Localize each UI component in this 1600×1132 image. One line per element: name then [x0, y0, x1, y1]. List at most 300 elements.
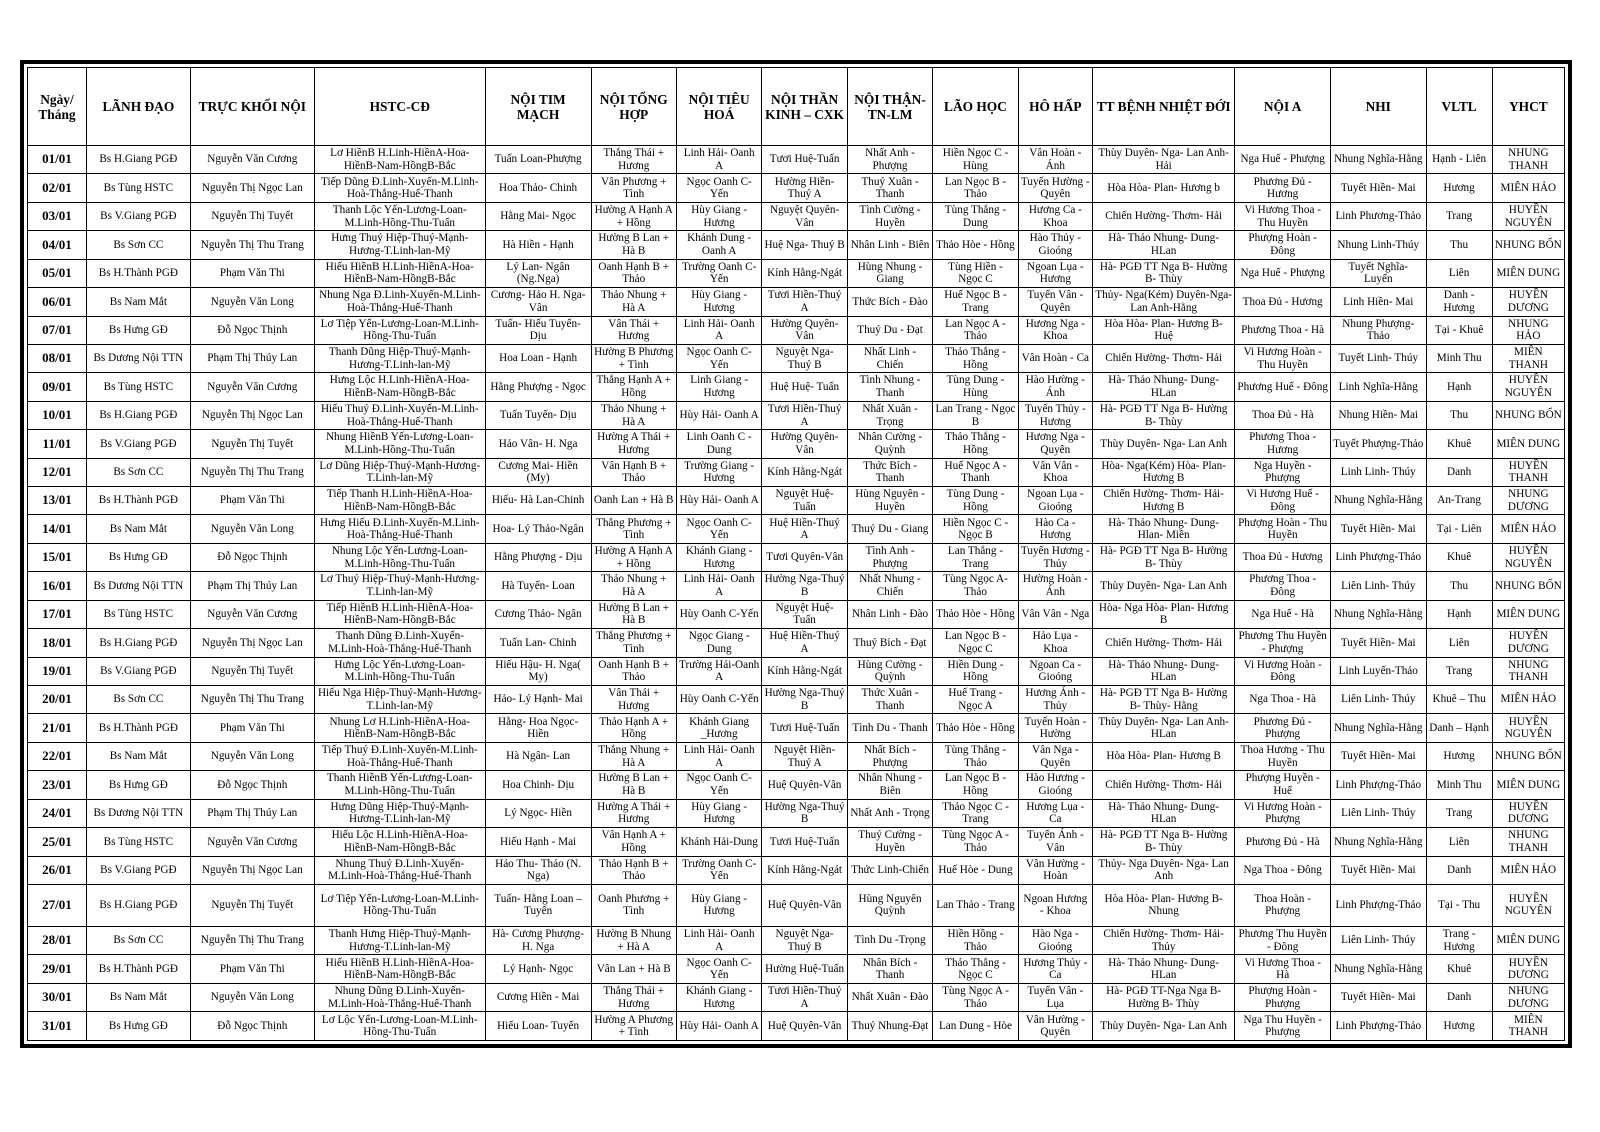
- table-cell: Trường Giang - Hương: [676, 458, 761, 486]
- table-cell: Hà- PGĐ TT Nga B- Hường B- Thùy: [1092, 828, 1234, 856]
- table-cell: Hằng Mai- Ngọc: [485, 202, 591, 230]
- table-cell: Chiến Hường- Thơm- Hải- Hương B: [1092, 487, 1234, 515]
- table-cell: HUYỀN THANH: [1492, 458, 1564, 486]
- table-cell: Tuyến Hương - Thủy: [1018, 543, 1092, 571]
- table-cell: Phương Thu Huyền - Đông: [1235, 926, 1331, 954]
- table-cell: Thoa Hoàn - Phượng: [1235, 884, 1331, 926]
- column-header: HÔ HẤP: [1018, 68, 1092, 146]
- table-cell: MIÊN DUNG: [1492, 771, 1564, 799]
- table-cell: Danh: [1426, 983, 1492, 1011]
- table-cell: Phương Thoa - Đông: [1235, 572, 1331, 600]
- date-cell: 02/01: [28, 174, 87, 202]
- table-cell: Tươi Quyên-Vân: [762, 543, 847, 571]
- table-cell: Thảo Hạnh A + Hồng: [591, 714, 676, 742]
- table-cell: Thoa Đủ - Hà: [1235, 401, 1331, 429]
- table-cell: Thủy- Nga(Kém) Duyên-Nga- Lan Anh-Hằng: [1092, 288, 1234, 316]
- table-cell: Vân Thái + Hương: [591, 686, 676, 714]
- table-cell: Tuấn Tuyến- Dịu: [485, 401, 591, 429]
- table-cell: Lơ Thuý Hiệp-Thuý-Mạnh-Hương-T.Linh-lan-Mỹ: [314, 572, 485, 600]
- table-cell: Phượng Hoàn - Thu Huyền: [1235, 515, 1331, 543]
- table-cell: Linh Luyến-Thảo: [1330, 657, 1426, 685]
- date-cell: 30/01: [28, 983, 87, 1011]
- table-cell: MIÊN HẢO: [1492, 686, 1564, 714]
- table-cell: Bs Tùng HSTC: [86, 828, 190, 856]
- table-cell: Thùy Duyên- Nga- Lan Anh: [1092, 572, 1234, 600]
- table-cell: Lan Ngọc B - Hồng: [933, 771, 1018, 799]
- table-cell: Bs Sơn CC: [86, 458, 190, 486]
- date-cell: 06/01: [28, 288, 87, 316]
- table-cell: Hà- PGĐ TT-Nga Nga B- Hường B- Thùy: [1092, 983, 1234, 1011]
- table-cell: Huệ Nga- Thuý B: [762, 231, 847, 259]
- table-cell: Tuyến Hoàn - Hường: [1018, 714, 1092, 742]
- table-cell: Hương: [1426, 1012, 1492, 1041]
- table-cell: Thùy Duyên- Nga- Lan Anh: [1092, 1012, 1234, 1041]
- table-cell: NHUNG THANH: [1492, 146, 1564, 174]
- table-cell: Vân Lan + Hà B: [591, 955, 676, 983]
- table-cell: Vi Hương Huế - Đông: [1235, 487, 1331, 515]
- table-cell: Hiếu- Hà Lan-Chinh: [485, 487, 591, 515]
- table-cell: Nguyễn Văn Long: [190, 983, 314, 1011]
- table-cell: Tình Cường - Huyền: [847, 202, 932, 230]
- table-cell: Thủy- Nga Duyên- Nga- Lan Anh: [1092, 856, 1234, 884]
- table-cell: Tuyến Thủy - Hương: [1018, 401, 1092, 429]
- table-cell: Hưng Lộc H.Linh-HiềnA-Hoa-HiềnB-Nam-HồngB-Bắc: [314, 373, 485, 401]
- table-cell: Kính Hằng-Ngát: [762, 458, 847, 486]
- table-cell: Nhân Cường - Quỳnh: [847, 430, 932, 458]
- table-row: [28, 231, 1565, 259]
- table-cell: An-Trang: [1426, 487, 1492, 515]
- table-row: [28, 629, 1565, 657]
- table-cell: Hường B Lan + Hà B: [591, 600, 676, 628]
- table-cell: Linh Giang - Hương: [676, 373, 761, 401]
- table-cell: Cương Thảo- Ngân: [485, 600, 591, 628]
- table-cell: Thùy Duyên- Nga- Lan Anh- HLan: [1092, 714, 1234, 742]
- table-cell: Thảo Ngọc C - Trang: [933, 799, 1018, 827]
- table-cell: Tươi Hiền-Thuý A: [762, 288, 847, 316]
- table-cell: Ngoan Lụa - Gioóng: [1018, 487, 1092, 515]
- table-cell: Nguyệt Nga-Thuý B: [762, 344, 847, 372]
- table-row: [28, 430, 1565, 458]
- table-cell: Linh Phượng-Thảo: [1330, 884, 1426, 926]
- table-cell: Lơ Lộc Yến-Lương-Loan-M.Linh-Hồng-Thu-Tuấn: [314, 1012, 485, 1041]
- table-cell: Hường A Thái + Hương: [591, 430, 676, 458]
- date-cell: 11/01: [28, 430, 87, 458]
- table-cell: Thuý Du - Đạt: [847, 316, 932, 344]
- table-cell: Nhung Nghĩa-Hằng: [1330, 714, 1426, 742]
- table-cell: Thảo Nhung + Hà A: [591, 288, 676, 316]
- table-cell: Hưng Dũng Hiệp-Thuý-Mạnh-Hương-T.Linh-lan-Mỹ: [314, 799, 485, 827]
- table-cell: MIÊN DUNG: [1492, 926, 1564, 954]
- table-cell: Phạm Văn Thi: [190, 955, 314, 983]
- table-cell: Thu: [1426, 401, 1492, 429]
- table-cell: Vi Hương Hoàn - Phượng: [1235, 799, 1331, 827]
- table-cell: Thoa Đủ - Hương: [1235, 288, 1331, 316]
- table-cell: Nhất Linh - Chiến: [847, 344, 932, 372]
- table-cell: MIÊN DUNG: [1492, 600, 1564, 628]
- table-cell: Khánh Dung - Oanh A: [676, 231, 761, 259]
- table-cell: NHUNG DƯƠNG: [1492, 487, 1564, 515]
- table-cell: Thức Xuân - Thanh: [847, 686, 932, 714]
- table-cell: Thảo Thắng - Hồng: [933, 344, 1018, 372]
- table-cell: Hương Ca - Khoa: [1018, 202, 1092, 230]
- table-cell: Hường B Lan + Hà B: [591, 231, 676, 259]
- table-cell: Bs Nam Mắt: [86, 983, 190, 1011]
- table-cell: Thức Linh-Chiến: [847, 856, 932, 884]
- table-cell: Danh – Hạnh: [1426, 714, 1492, 742]
- table-cell: Huệ Quyên-Vân: [762, 884, 847, 926]
- table-cell: Nhung HiềnB Yến-Lương-Loan-M.Linh-Hồng-Thu-Tuấn: [314, 430, 485, 458]
- table-cell: Nhung Thuý Đ.Linh-Xuyến-M.Linh-Hoà-Thắng-Huế-Thanh: [314, 856, 485, 884]
- table-cell: Hà- Thảo Nhung- Dung- HLan: [1092, 373, 1234, 401]
- table-cell: Khánh Hải-Dung: [676, 828, 761, 856]
- table-cell: Tuyết Hiền- Mai: [1330, 515, 1426, 543]
- table-cell: Hiếu HiềnB H.Linh-HiềnA-Hoa-HiềnB-Nam-HồngB-Bắc: [314, 955, 485, 983]
- table-cell: Tùng Hiền - Ngọc C: [933, 259, 1018, 287]
- table-row: [28, 771, 1565, 799]
- table-cell: Vân Hạnh B + Thảo: [591, 458, 676, 486]
- table-cell: Tình Du -Trọng: [847, 926, 932, 954]
- date-cell: 15/01: [28, 543, 87, 571]
- table-cell: Nhung Nghĩa-Hằng: [1330, 487, 1426, 515]
- table-cell: Thảo Thắng - Hồng: [933, 430, 1018, 458]
- table-cell: Nguyễn Thị Tuyết: [190, 202, 314, 230]
- table-cell: Nguyễn Thị Tuyết: [190, 430, 314, 458]
- table-cell: Hùy Hải- Oanh A: [676, 487, 761, 515]
- table-cell: Cương- Hảo H. Nga- Vân: [485, 288, 591, 316]
- table-cell: Hòa Hòa- Plan- Hương B: [1092, 742, 1234, 770]
- table-cell: Vi Hương Thoa - Thu Huyền: [1235, 202, 1331, 230]
- table-cell: Huế Trang - Ngọc A: [933, 686, 1018, 714]
- table-cell: Tình Anh - Phượng: [847, 543, 932, 571]
- table-row: [28, 926, 1565, 954]
- table-cell: Lơ HiềnB H.Linh-HiềnA-Hoa-HiềnB-Nam-HồngB-Bắc: [314, 146, 485, 174]
- table-cell: Hùng Nhung - Giang: [847, 259, 932, 287]
- column-header: LÃO HỌC: [933, 68, 1018, 146]
- table-cell: Bs H.Thành PGĐ: [86, 487, 190, 515]
- table-cell: Phượng Hoàn - Phượng: [1235, 983, 1331, 1011]
- date-cell: 21/01: [28, 714, 87, 742]
- table-cell: HUYỀN DƯƠNG: [1492, 629, 1564, 657]
- table-body: [28, 146, 1565, 1041]
- table-cell: Vân Hường - Hoàn: [1018, 856, 1092, 884]
- date-cell: 03/01: [28, 202, 87, 230]
- table-cell: Phương Thoa - Hà: [1235, 316, 1331, 344]
- table-cell: Vân Hạnh A + Hồng: [591, 828, 676, 856]
- table-cell: Linh Nghĩa-Hằng: [1330, 373, 1426, 401]
- table-cell: Nga Huế - Hà: [1235, 600, 1331, 628]
- table-cell: NHUNG HẢO: [1492, 316, 1564, 344]
- table-cell: Nguyễn Thị Tuyết: [190, 884, 314, 926]
- table-cell: Nhất Bích - Phượng: [847, 742, 932, 770]
- table-cell: Hùy Giang - Hương: [676, 288, 761, 316]
- table-cell: Bs V.Giang PGĐ: [86, 202, 190, 230]
- table-cell: Lan Thắng - Trang: [933, 543, 1018, 571]
- table-cell: Nguyễn Văn Long: [190, 742, 314, 770]
- table-cell: Lơ Tiệp Yến-Lương-Loan-M.Linh-Hồng-Thu-Tuấn: [314, 884, 485, 926]
- table-row: [28, 572, 1565, 600]
- table-cell: Thảo Nhung + Hà A: [591, 401, 676, 429]
- table-cell: Tuyến Vân - Lụa: [1018, 983, 1092, 1011]
- table-row: [28, 458, 1565, 486]
- table-cell: Hạnh - Liên: [1426, 146, 1492, 174]
- table-cell: Nguyễn Văn Cương: [190, 373, 314, 401]
- table-cell: Hưng Hiếu Đ.Linh-Xuyến-M.Linh-Hoà-Thắng-Huế-Thanh: [314, 515, 485, 543]
- table-cell: Huệ Quyên-Vân: [762, 771, 847, 799]
- table-cell: Hà- Thảo Nhung- Dung- HLan: [1092, 657, 1234, 685]
- date-cell: 17/01: [28, 600, 87, 628]
- table-cell: Liên Linh- Thúy: [1330, 799, 1426, 827]
- table-cell: Nguyệt Quyên-Vân: [762, 202, 847, 230]
- date-cell: 14/01: [28, 515, 87, 543]
- table-cell: Thuý Bích - Đạt: [847, 629, 932, 657]
- table-cell: Hòa Hòa- Plan- Hương b: [1092, 174, 1234, 202]
- table-cell: Linh Hải- Oanh A: [676, 742, 761, 770]
- table-cell: Hường B Phương + Tình: [591, 344, 676, 372]
- table-cell: Lan Ngọc A - Thảo: [933, 316, 1018, 344]
- date-cell: 29/01: [28, 955, 87, 983]
- table-cell: Chiến Hường- Thơm- Hải: [1092, 771, 1234, 799]
- table-cell: Thắng Phương + Tình: [591, 515, 676, 543]
- table-cell: Nguyễn Thị Thu Trang: [190, 458, 314, 486]
- table-cell: Tươi Hiền-Thuý A: [762, 983, 847, 1011]
- table-cell: Cương Hiền - Mai: [485, 983, 591, 1011]
- table-row: [28, 742, 1565, 770]
- column-header: NỘI TIÊU HOÁ: [676, 68, 761, 146]
- table-cell: Hiếu Loan- Tuyến: [485, 1012, 591, 1041]
- table-cell: MIÊN DUNG: [1492, 259, 1564, 287]
- table-cell: Hùy Hải- Oanh A: [676, 1012, 761, 1041]
- table-cell: Thảo Thắng - Ngọc C: [933, 955, 1018, 983]
- table-cell: Nguyễn Thị Ngọc Lan: [190, 401, 314, 429]
- table-cell: Hương: [1426, 174, 1492, 202]
- date-cell: 04/01: [28, 231, 87, 259]
- table-cell: Tuyết Nghĩa- Luyến: [1330, 259, 1426, 287]
- table-cell: Bs H.Giang PGĐ: [86, 884, 190, 926]
- date-cell: 19/01: [28, 657, 87, 685]
- table-cell: Vân Hoàn - Ca: [1018, 344, 1092, 372]
- table-cell: Ngọc Oanh C-Yến: [676, 955, 761, 983]
- table-cell: Phạm Thị Thúy Lan: [190, 572, 314, 600]
- table-cell: Thuý Cường - Huyền: [847, 828, 932, 856]
- table-cell: HUYỀN DƯƠNG: [1492, 799, 1564, 827]
- date-cell: 28/01: [28, 926, 87, 954]
- table-cell: HUYỀN NGUYÊN: [1492, 884, 1564, 926]
- date-cell: 13/01: [28, 487, 87, 515]
- table-cell: Tiếp HiềnB H.Linh-HiềnA-Hoa-HiềnB-Nam-HồngB-Bắc: [314, 600, 485, 628]
- duty-schedule-table: [27, 67, 1565, 1041]
- table-cell: Nguyễn Văn Long: [190, 515, 314, 543]
- table-cell: Bs V.Giang PGĐ: [86, 856, 190, 884]
- table-cell: MIÊN THANH: [1492, 344, 1564, 372]
- table-cell: Lan Ngọc B - Thảo: [933, 174, 1018, 202]
- table-cell: Phương Thu Huyền - Phượng: [1235, 629, 1331, 657]
- table-cell: Linh Linh- Thúy: [1330, 458, 1426, 486]
- table-cell: Vân Vân - Khoa: [1018, 458, 1092, 486]
- table-cell: Phạm Văn Thi: [190, 487, 314, 515]
- table-cell: Bs Sơn CC: [86, 231, 190, 259]
- table-cell: Tuyết Hiền- Mai: [1330, 742, 1426, 770]
- column-header: YHCT: [1492, 68, 1564, 146]
- table-row: [28, 600, 1565, 628]
- table-cell: Hưng Thuý Hiệp-Thuý-Mạnh-Hương-T.Linh-lan-Mỹ: [314, 231, 485, 259]
- table-cell: Lý Ngọc- Hiền: [485, 799, 591, 827]
- table-cell: Bs Sơn CC: [86, 686, 190, 714]
- table-cell: MIÊN DUNG: [1492, 430, 1564, 458]
- table-cell: Kính Hằng-Ngát: [762, 657, 847, 685]
- table-cell: Hùy Giang - Hương: [676, 202, 761, 230]
- table-cell: Hùng Cường - Quỳnh: [847, 657, 932, 685]
- table-cell: Hùy Oanh C-Yến: [676, 600, 761, 628]
- table-row: [28, 259, 1565, 287]
- column-header: NỘI TIM MẠCH: [485, 68, 591, 146]
- table-cell: Danh: [1426, 458, 1492, 486]
- table-cell: Nguyễn Thị Ngọc Lan: [190, 856, 314, 884]
- table-row: [28, 1012, 1565, 1041]
- table-cell: Nhân Linh - Đào: [847, 600, 932, 628]
- table-cell: Tươi Hiền-Thuý A: [762, 401, 847, 429]
- table-cell: Hương: [1426, 742, 1492, 770]
- table-cell: Liên Linh- Thúy: [1330, 926, 1426, 954]
- table-cell: Hường A Thái + Hương: [591, 799, 676, 827]
- column-header: NỘI A: [1235, 68, 1331, 146]
- table-cell: Tuyết Hiền- Mai: [1330, 983, 1426, 1011]
- table-cell: Tại - Liên: [1426, 515, 1492, 543]
- table-cell: Bs Sơn CC: [86, 926, 190, 954]
- table-cell: Phượng Huyền - Huế: [1235, 771, 1331, 799]
- table-cell: Huế Ngọc A - Thanh: [933, 458, 1018, 486]
- table-cell: Ngọc Oanh C-Yến: [676, 515, 761, 543]
- table-row: [28, 799, 1565, 827]
- table-cell: Ngọc Giang - Dung: [676, 629, 761, 657]
- table-cell: Nhung Lơ H.Linh-HiềnA-Hoa-HiềnB-Nam-HồngB-Bắc: [314, 714, 485, 742]
- table-cell: Ngoan Lụa - Hương: [1018, 259, 1092, 287]
- table-cell: Bs Hưng GĐ: [86, 1012, 190, 1041]
- table-cell: Linh Phương-Thảo: [1330, 202, 1426, 230]
- table-cell: Nguyệt Huệ-Tuấn: [762, 487, 847, 515]
- table-cell: Tình Du - Thanh: [847, 714, 932, 742]
- table-cell: Thảo Hòe - Hồng: [933, 714, 1018, 742]
- table-cell: Hiếu Nga Hiệp-Thuý-Mạnh-Hương-T.Linh-lan-Mỹ: [314, 686, 485, 714]
- table-cell: Vân Hường - Quyên: [1018, 1012, 1092, 1041]
- table-cell: Thu: [1426, 231, 1492, 259]
- table-cell: NHUNG THANH: [1492, 828, 1564, 856]
- table-cell: Hà Tuyến- Loan: [485, 572, 591, 600]
- table-cell: Chiến Hường- Thơm- Hải- Thủy: [1092, 926, 1234, 954]
- table-cell: Nga Huyền - Phượng: [1235, 458, 1331, 486]
- table-row: [28, 515, 1565, 543]
- table-cell: Đỗ Ngọc Thịnh: [190, 543, 314, 571]
- table-cell: Nhân Bích - Thanh: [847, 955, 932, 983]
- table-cell: Linh Hải- Oanh A: [676, 926, 761, 954]
- table-cell: Phượng Hoàn - Đông: [1235, 231, 1331, 259]
- date-cell: 25/01: [28, 828, 87, 856]
- table-cell: Hùy Giang - Hương: [676, 884, 761, 926]
- table-cell: Nhung Nghĩa-Hằng: [1330, 600, 1426, 628]
- table-row: [28, 983, 1565, 1011]
- table-cell: Nguyệt Nga-Thuý B: [762, 926, 847, 954]
- table-cell: Vân Hoàn - Ánh: [1018, 146, 1092, 174]
- table-cell: Bs Tùng HSTC: [86, 174, 190, 202]
- table-cell: Linh Phượng-Thảo: [1330, 771, 1426, 799]
- table-cell: Hảo- Lý Hạnh- Mai: [485, 686, 591, 714]
- table-cell: Tại - Thu: [1426, 884, 1492, 926]
- table-cell: HUYỀN NGUYÊN: [1492, 714, 1564, 742]
- table-cell: Huệ Hiền-Thuý A: [762, 515, 847, 543]
- table-cell: Nhung Phượng-Thảo: [1330, 316, 1426, 344]
- table-cell: Hiếu Hạnh - Mai: [485, 828, 591, 856]
- table-cell: Oanh Hạnh B + Thảo: [591, 657, 676, 685]
- table-cell: Liên: [1426, 259, 1492, 287]
- table-cell: Hùng Nguyên Quỳnh: [847, 884, 932, 926]
- table-cell: Nhất Nhung - Chiến: [847, 572, 932, 600]
- table-cell: Thảo Hạnh B + Thảo: [591, 856, 676, 884]
- table-cell: HUYỀN DƯƠNG: [1492, 288, 1564, 316]
- table-row: [28, 401, 1565, 429]
- table-cell: Nguyễn Thị Thu Trang: [190, 926, 314, 954]
- table-row: [28, 856, 1565, 884]
- table-cell: Nga Thoa - Đông: [1235, 856, 1331, 884]
- table-cell: Thanh Hưng Hiệp-Thuý-Mạnh-Hương-T.Linh-lan-Mỹ: [314, 926, 485, 954]
- table-cell: Oanh Lan + Hà B: [591, 487, 676, 515]
- table-row: [28, 146, 1565, 174]
- table-cell: Tùng Ngọc A - Thảo: [933, 828, 1018, 856]
- table-cell: Tiếp Dũng Đ.Linh-Xuyến-M.Linh-Hoà-Thắng-Huế-Thanh: [314, 174, 485, 202]
- table-cell: Bs H.Thành PGĐ: [86, 955, 190, 983]
- table-cell: Hường Nga-Thuý B: [762, 686, 847, 714]
- table-cell: Cương Mai- Hiền (My): [485, 458, 591, 486]
- table-cell: Bs Dương Nội TTN: [86, 799, 190, 827]
- date-cell: 31/01: [28, 1012, 87, 1041]
- table-cell: Nguyễn Thị Tuyết: [190, 657, 314, 685]
- table-cell: Thuý Xuân - Thanh: [847, 174, 932, 202]
- table-cell: Hương Thủy - Ca: [1018, 955, 1092, 983]
- date-cell: 10/01: [28, 401, 87, 429]
- table-cell: Hùy Giang - Hương: [676, 799, 761, 827]
- table-cell: Lơ Dũng Hiệp-Thuý-Mạnh-Hương-T.Linh-lan-Mỹ: [314, 458, 485, 486]
- table-cell: Bs Dương Nội TTN: [86, 344, 190, 372]
- table-cell: Bs Hưng GĐ: [86, 543, 190, 571]
- table-row: [28, 487, 1565, 515]
- table-cell: Hương Nga - Khoa: [1018, 316, 1092, 344]
- table-cell: Ngoan Ca - Gioóng: [1018, 657, 1092, 685]
- table-cell: Khuê: [1426, 955, 1492, 983]
- table-cell: Chiến Hường- Thơm- Hải: [1092, 629, 1234, 657]
- table-cell: Phạm Văn Thi: [190, 714, 314, 742]
- date-cell: 20/01: [28, 686, 87, 714]
- table-cell: Tuấn- Hiếu Tuyến-Dịu: [485, 316, 591, 344]
- date-cell: 07/01: [28, 316, 87, 344]
- table-cell: Hào Hường - Ánh: [1018, 373, 1092, 401]
- table-cell: Thuý Nhung-Đạt: [847, 1012, 932, 1041]
- table-cell: Nguyễn Văn Cương: [190, 828, 314, 856]
- table-cell: Nguyễn Văn Long: [190, 288, 314, 316]
- table-cell: Hưng Lộc Yến-Lương-Loan-M.Linh-Hồng-Thu-Tuấn: [314, 657, 485, 685]
- table-cell: Hường Quyên-Vân: [762, 316, 847, 344]
- table-cell: Nguyễn Văn Cương: [190, 146, 314, 174]
- table-row: [28, 316, 1565, 344]
- table-cell: Thức Bích - Đào: [847, 288, 932, 316]
- table-cell: Hằng Phượng - Ngọc: [485, 373, 591, 401]
- table-cell: Danh - Hương: [1426, 288, 1492, 316]
- table-cell: Bs Hưng GĐ: [86, 316, 190, 344]
- column-header: NỘI TỔNG HỢP: [591, 68, 676, 146]
- table-cell: Hường Quyên-Vân: [762, 430, 847, 458]
- table-cell: NHUNG DƯƠNG: [1492, 983, 1564, 1011]
- table-cell: Hoa- Lý Thảo-Ngân: [485, 515, 591, 543]
- table-cell: Phương Đủ - Phượng: [1235, 714, 1331, 742]
- table-cell: Tuấn- Hằng Loan – Tuyến: [485, 884, 591, 926]
- date-cell: 18/01: [28, 629, 87, 657]
